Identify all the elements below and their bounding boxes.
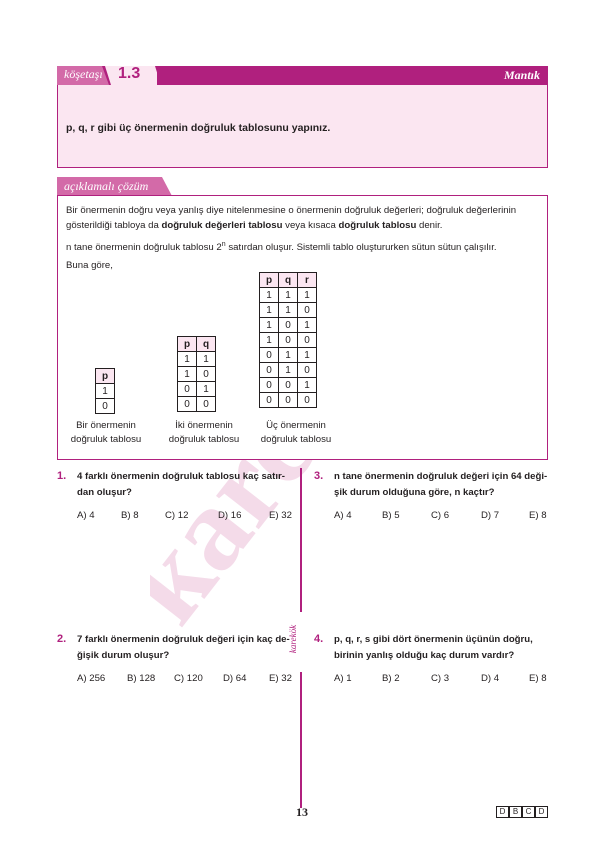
answer-key-4: D <box>535 806 548 818</box>
table-cell: 1 <box>279 348 298 363</box>
question-1-number: 1. <box>57 470 67 482</box>
table-header-cell: p <box>260 273 279 288</box>
question-4-option-c[interactable]: C) 3 <box>431 673 450 684</box>
table-row <box>260 288 317 303</box>
question-1-option-b[interactable]: B) 8 <box>121 510 139 521</box>
table-cell: 0 <box>279 318 298 333</box>
table-row <box>178 367 216 382</box>
table-row <box>260 363 317 378</box>
table-cell: 1 <box>178 367 197 382</box>
table-row <box>96 384 115 399</box>
table-cell: 0 <box>260 348 279 363</box>
question-2-option-a[interactable]: A) 256 <box>77 673 106 684</box>
table-cell: 0 <box>197 367 216 382</box>
question-3-option-c[interactable]: C) 6 <box>431 510 450 521</box>
question-3-option-b[interactable]: B) 5 <box>382 510 400 521</box>
table-row <box>178 352 216 367</box>
table-cell: 0 <box>197 397 216 412</box>
table-row <box>260 378 317 393</box>
solution-paragraph-3: Buna göre, <box>66 260 113 271</box>
table-cell: 1 <box>178 352 197 367</box>
table-two-caption: İki önermenin doğruluk tablosu <box>168 420 240 445</box>
divider-label: karekök <box>288 624 299 654</box>
table-cell: 1 <box>279 363 298 378</box>
table-cell: 1 <box>298 318 317 333</box>
answer-key-3: C <box>522 806 535 818</box>
table-cell: 1 <box>279 288 298 303</box>
question-4-text: p, q, r, s gibi dört önermenin üçünün doğru, birinin yanlış olduğu kaç durum vardır? <box>334 634 533 661</box>
table-cell: 0 <box>298 333 317 348</box>
question-1-text: 4 farklı önermenin doğruluk tablosu kaç satır- dan oluşur? <box>77 471 285 498</box>
table-cell: 1 <box>260 318 279 333</box>
question-1-option-a[interactable]: A) 4 <box>77 510 95 521</box>
divider-label-box <box>288 612 307 672</box>
table-header-cell: p <box>178 337 197 352</box>
question-2-option-c[interactable]: C) 120 <box>174 673 203 684</box>
table-row <box>260 393 317 408</box>
table-cell: 1 <box>96 384 115 399</box>
solution-tab: açıklamalı çözüm <box>64 179 149 193</box>
table-cell: 0 <box>96 399 115 414</box>
question-3-option-a[interactable]: A) 4 <box>334 510 352 521</box>
table-cell: 0 <box>279 378 298 393</box>
table-cell: 1 <box>260 288 279 303</box>
question-3-number: 3. <box>314 470 324 482</box>
table-cell: 1 <box>260 303 279 318</box>
question-4-option-e[interactable]: E) 8 <box>529 673 547 684</box>
table-cell: 1 <box>197 352 216 367</box>
answer-key-2: B <box>509 806 522 818</box>
question-2-text: 7 farklı önermenin doğruluk değeri için kaç de- ğişik durum oluşur? <box>77 634 290 661</box>
table-cell: 1 <box>298 348 317 363</box>
table-row <box>260 318 317 333</box>
truth-table-two <box>177 336 216 412</box>
table-row <box>260 348 317 363</box>
question-3-option-e[interactable]: E) 8 <box>529 510 547 521</box>
question-2-option-b[interactable]: B) 128 <box>127 673 156 684</box>
question-4-option-a[interactable]: A) 1 <box>334 673 352 684</box>
table-cell: 0 <box>279 393 298 408</box>
table-header-cell: q <box>279 273 298 288</box>
table-cell: 1 <box>260 333 279 348</box>
question-2-number: 2. <box>57 633 67 645</box>
table-row <box>178 382 216 397</box>
table-cell: 0 <box>260 378 279 393</box>
table-cell: 0 <box>178 382 197 397</box>
table-row <box>260 333 317 348</box>
table-three-caption: Üç önermenin doğruluk tablosu <box>260 420 332 445</box>
table-cell: 0 <box>260 393 279 408</box>
table-cell: 1 <box>298 288 317 303</box>
question-1-option-d[interactable]: D) 16 <box>218 510 242 521</box>
question-4-number: 4. <box>314 633 324 645</box>
question-4-option-b[interactable]: B) 2 <box>382 673 400 684</box>
table-one-caption: Bir önermenin doğruluk tablosu <box>70 420 142 445</box>
question-text: p, q, r gibi üç önermenin doğruluk tablosunu yapınız. <box>66 122 331 134</box>
table-cell: 0 <box>298 363 317 378</box>
table-row <box>260 303 317 318</box>
solution-paragraph-1b: gösterildiği tabloya da doğruluk değerleri tablosu veya kısaca doğruluk tablosu denir. <box>66 220 443 231</box>
table-cell: 1 <box>298 378 317 393</box>
question-1-option-c[interactable]: C) 12 <box>165 510 189 521</box>
answer-key-1: D <box>496 806 509 818</box>
table-header-cell: q <box>197 337 216 352</box>
question-2-option-e[interactable]: E) 32 <box>269 673 292 684</box>
table-cell: 0 <box>279 333 298 348</box>
question-2-option-d[interactable]: D) 64 <box>223 673 247 684</box>
truth-table-one <box>95 368 115 414</box>
solution-paragraph-2: n tane önermenin doğruluk tablosu 2$^n$ satırdan oluşur. Sistemli tablo oluştururken sütun sütun çalışılır. <box>66 241 497 254</box>
section-number: 1.3 <box>118 65 141 82</box>
topic-title: Mantık <box>503 68 540 82</box>
table-row <box>96 399 115 414</box>
table-cell: 1 <box>279 303 298 318</box>
table-header-cell: r <box>298 273 317 288</box>
table-cell: 1 <box>197 382 216 397</box>
table-cell: 0 <box>298 393 317 408</box>
question-1-option-e[interactable]: E) 32 <box>269 510 292 521</box>
table-cell: 0 <box>260 363 279 378</box>
solution-paragraph-1a: Bir önermenin doğru veya yanlış diye nitelenmesine o önermenin doğruluk değerleri; doğruluk değerlerinin <box>66 205 517 216</box>
question-4-option-d[interactable]: D) 4 <box>481 673 500 684</box>
question-3-text: n tane önermenin doğruluk değeri için 64 deği- şik durum olduğuna göre, n kaçtır? <box>334 471 548 498</box>
table-row <box>178 397 216 412</box>
table-cell: 0 <box>178 397 197 412</box>
header-tag: köşetaşı <box>64 67 103 81</box>
table-header-cell: p <box>96 369 115 384</box>
question-3-option-d[interactable]: D) 7 <box>481 510 500 521</box>
truth-table-three <box>259 272 317 408</box>
table-cell: 0 <box>298 303 317 318</box>
page-number: 13 <box>296 805 308 819</box>
